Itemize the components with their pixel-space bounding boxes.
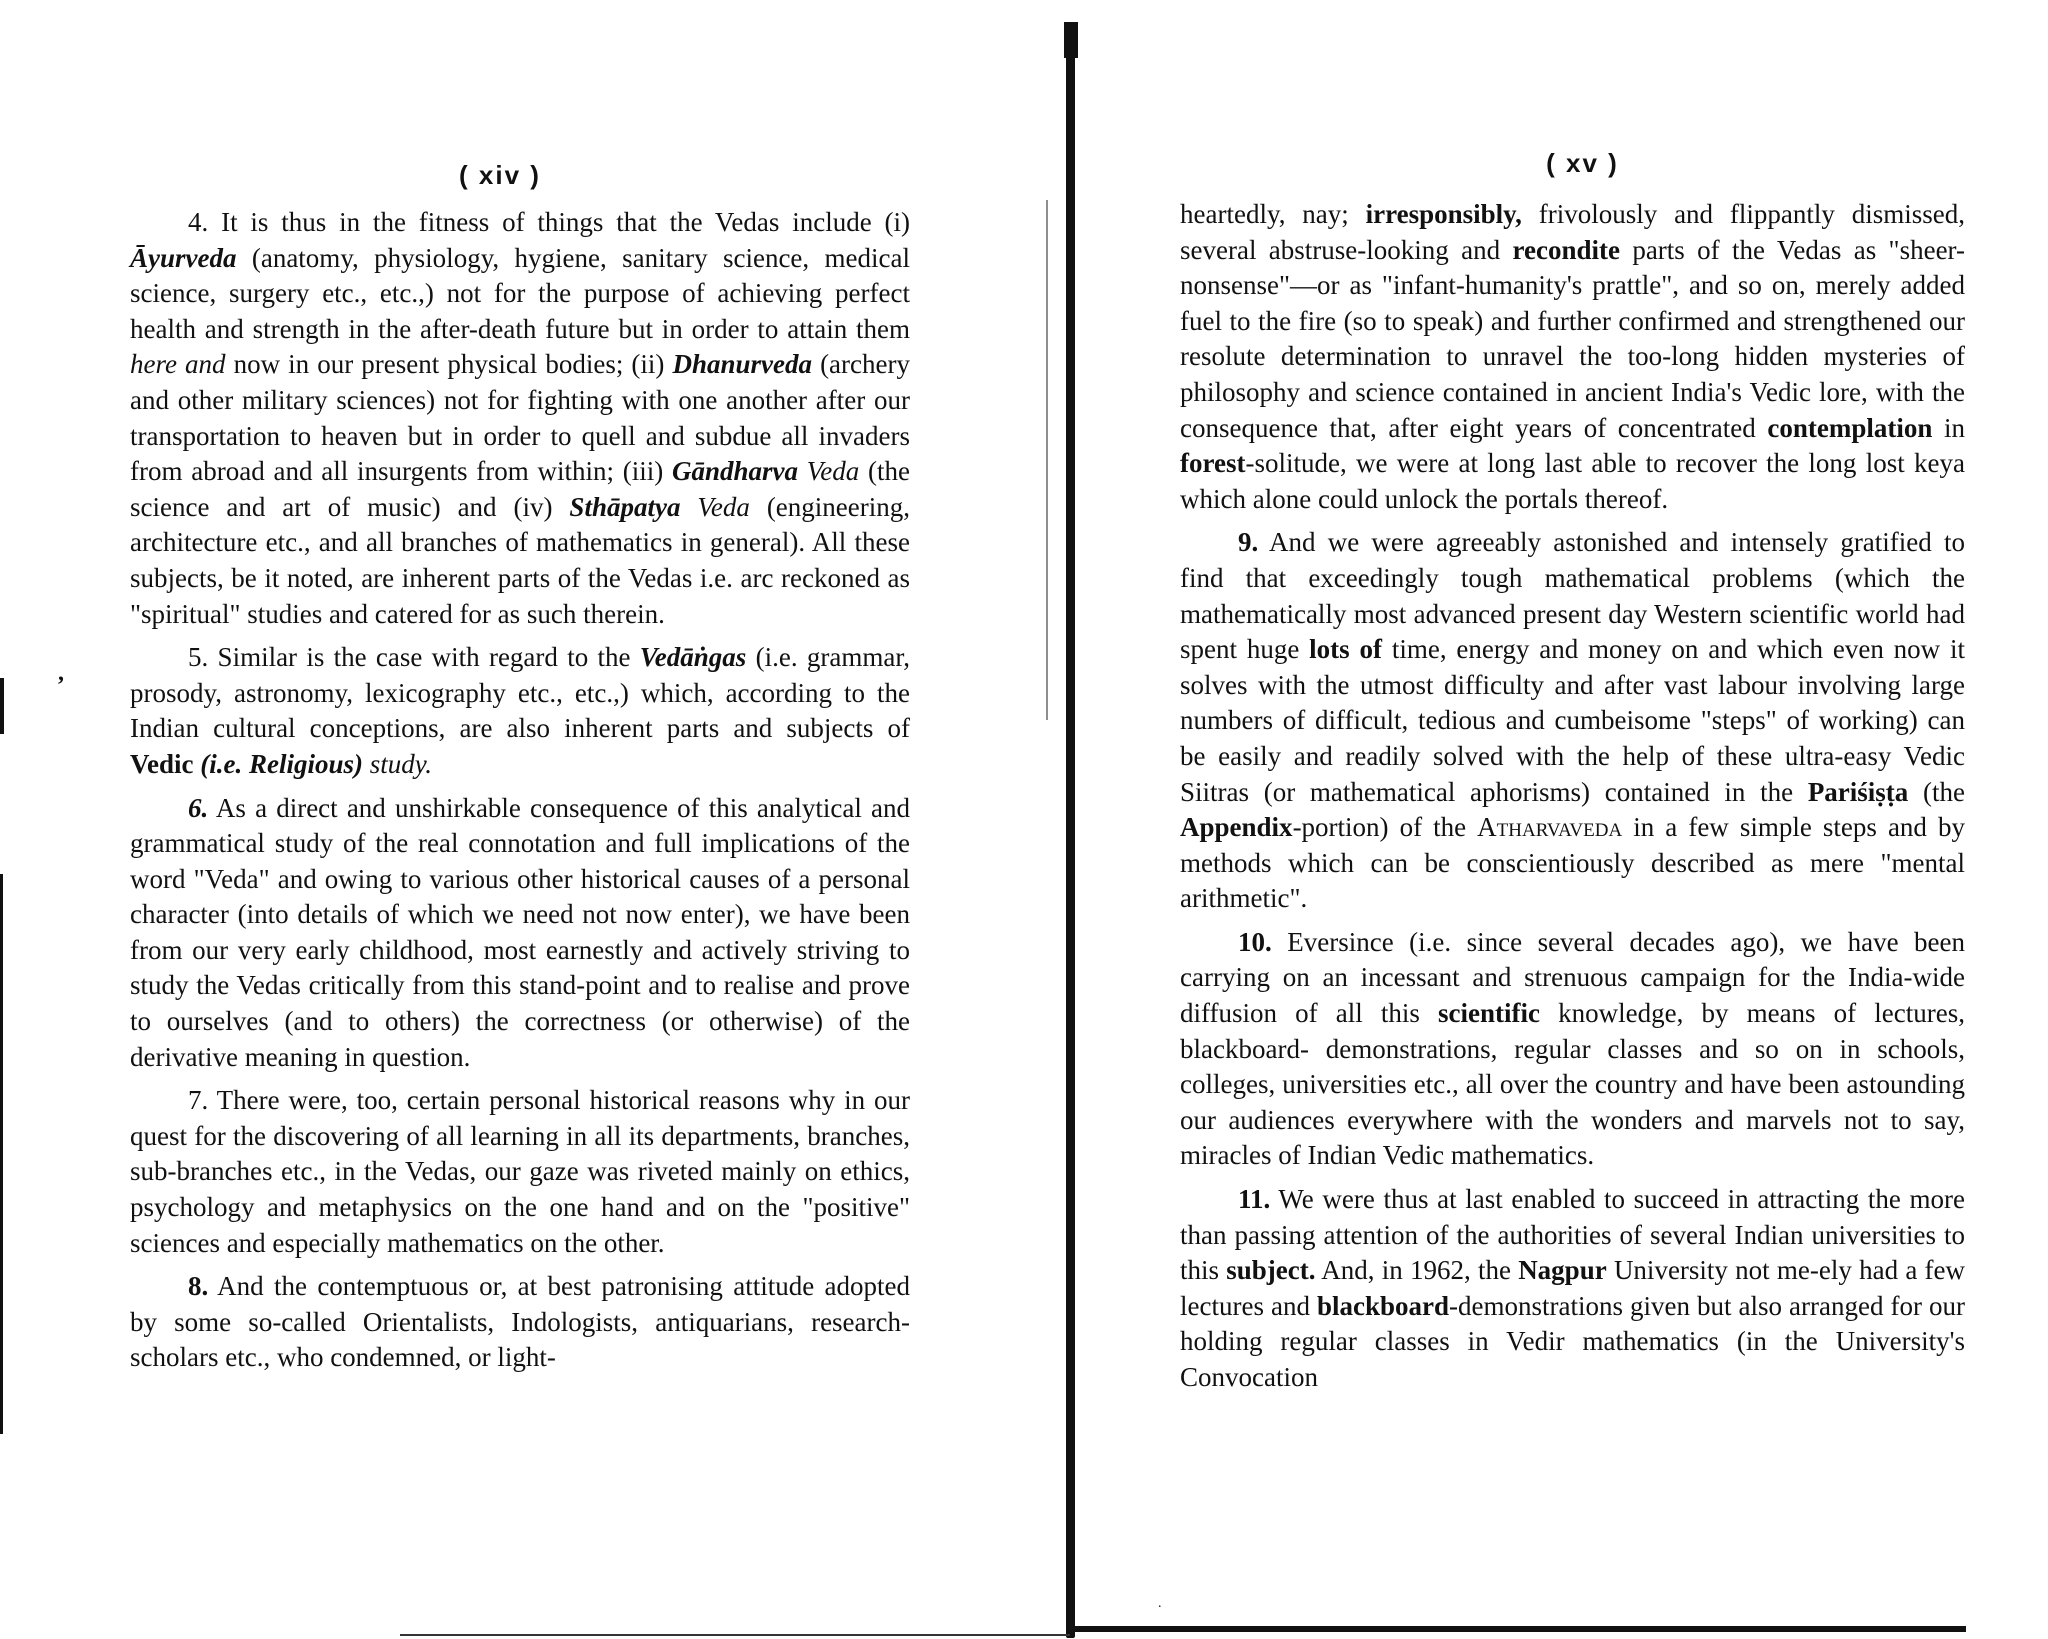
left-page-body [130,205,910,1376]
text-segment: Vedāṅgas [639,642,747,673]
right-page [1180,148,1965,1404]
scan-edge-mark [0,874,3,1434]
text-segment: here and [130,349,226,380]
text-segment: irresponsibly, [1365,199,1522,229]
paragraph [1180,1182,1965,1396]
paragraph [130,640,910,782]
paragraph-number: 11. [1238,1184,1271,1215]
bottom-rule-left [400,1634,1070,1636]
text-segment: frivolously and flippantly dismissed, several abstruse-looking and [1180,199,1965,265]
page-number: ( xv ) [1546,148,1619,178]
paragraph [130,1269,910,1376]
stray-comma-mark: , [58,660,64,686]
text-segment: And, in 1962, the [1315,1255,1519,1286]
text-segment: University not me-ely had a few lectures and [1180,1255,1966,1321]
paragraph-number: 4. [188,207,209,237]
left-page [130,160,910,1384]
page-number: ( xiv ) [459,160,541,190]
text-segment: Veda [806,456,860,487]
paragraph [1180,197,1965,517]
text-segment: subject. [1226,1255,1316,1286]
paragraph [130,205,910,632]
text-segment [363,749,370,779]
text-segment: parts of the Vedas as "sheer-nonsense"—or as "infant-humanity's prattle", and so on, merely added fuel to the fire (so to speak) and further confirmed and strengthened our resolute determination to unravel the too-long hidden mysteries of philosophy and science contained in ancient India's Vedic lore, with the consequence that, after eight years of concentrated [1180,234,1965,443]
text-segment: blackboard [1316,1290,1450,1321]
text-segment: in a few simple steps and by methods which can be conscientiously described as mere "mental arithmetic". [1180,812,1965,914]
text-segment: There were, too, certain personal historical reasons why in our quest for the discovering of all learning in all its departments, branches, sub-branches etc., in the Vedas, our gaze was riveted mainly on ethics, psychology and metaphysics on the one hand and on the "positive" sciences and especially mathematics on the other. [130,1085,911,1258]
paragraph-number: 5. [188,642,209,673]
text-segment: now in our present physical bodies; (ii) [225,349,673,380]
text-segment: time, energy and money on and which even now it solves with the utmost difficulty and after vast labour involving large numbers of difficult, tedious and cumbeisome "steps" of working) can be easily and readily solved with the help of these ultra-easy Vedic Siitras (or mathematical aphorisms) contained in the [1180,634,1965,807]
gutter-shadow [1046,200,1048,720]
text-segment: contemplation [1767,412,1933,443]
text-segment: lots of [1309,634,1382,665]
text-segment: (i.e. Religious) [200,748,364,779]
scan-edge-mark [0,678,4,734]
text-segment: (i.e. grammar, prosody, astronomy, lexicography etc., etc.,) which, according to the Indian cultural conceptions, are also inherent parts and subjects of [130,642,910,744]
binding-gutter [1066,28,1075,1638]
text-segment: Similar is the case with regard to the [217,642,640,673]
stray-dot-mark: . [1158,1596,1162,1611]
text-segment: recondite [1512,234,1620,265]
text-segment: scientific [1438,998,1540,1029]
text-segment: Nagpur [1518,1255,1607,1286]
text-segment [798,456,807,486]
paragraph-number: 8. [188,1271,209,1302]
text-segment: (anatomy, physiology, hygiene, sanitary science, medical science, surgery etc., etc.,) not for the purpose of achieving perfect health and strength in the after-death future but in order to attain them [130,242,910,344]
text-segment: Āyurveda [130,242,237,273]
text-segment: (the [1908,776,1965,807]
text-segment: (engineering, architecture etc., and all branches of mathematics in general). All these subjects, be it noted, are inherent parts of the Vedas i.e. arc reckoned as "spiritual" studies and catered for as such therein. [130,491,910,629]
text-segment: It is thus in the fitness of things that the Vedas include (i) [221,207,911,237]
text-segment [680,492,697,522]
text-segment: Sthāpatya [569,491,681,522]
paragraph-number: 10. [1238,926,1272,957]
text-segment: forest [1180,448,1246,479]
text-segment: Dhanurveda [672,349,812,380]
text-segment: Eversince (i.e. since several decades ago), we have been carrying on an incessant and strenuous campaign for the India-wide diffusion of all this [1180,926,1966,1029]
text-segment: -solitude, we were at long last able to recover the long lost keya which alone could unlock the portals thereof. [1180,448,1965,514]
text-segment: -portion) of the [1292,812,1478,843]
text-segment: heartedly, nay; [1180,199,1366,229]
text-segment: Veda [697,491,750,522]
text-segment: knowledge, by means of lectures, blackboard- demonstrations, regular classes and so on in schools, colleges, universities etc., all over the country and have been astounding our audiences everywhere with the wonders and marvels not to say, miracles of Indian Vedic mathematics. [1180,998,1966,1171]
text-segment: Vedic [130,748,194,779]
paragraph [130,1083,910,1261]
right-page-body [1180,197,1965,1396]
text-segment: And we were agreeably astonished and intensely gratified to find that exceedingly tough mathematical problems (which the mathematically most advanced present day Western scientific world had spent huge [1180,527,1965,665]
text-segment: (archery and other military sciences) not for fighting with one another after our transportation to heaven but in order to quell and subdue all invaders from abroad and all insurgents from within; (iii) [130,349,910,487]
paragraph-number: 7. [188,1085,209,1116]
text-segment: in [1932,412,1965,443]
paragraph [1180,525,1965,917]
text-segment: And the contemptuous or, at best patronising attitude adopted by some so-called Orientalists, Indologists, antiquarians, research-scholars etc., who condemned, or light- [130,1271,911,1373]
paragraph [1180,925,1965,1174]
text-segment: As a direct and unshirkable consequence of this analytical and grammatical study of the real connotation and full implications of the word "Veda" and owing to various other historical causes of a personal character (into details of which we need not now enter), we have been from our very early childhood, most earnestly and actively striving to study the Vedas critically from this stand-point and to realise and prove to ourselves (and to others) the correctness (or otherwise) of the derivative meaning in question. [130,792,911,1072]
text-segment: We were thus at last enabled to succeed in attracting the more than passing attention of the authorities of several Indian universities to this [1180,1184,1966,1286]
paragraph-number: 9. [1238,527,1259,558]
text-segment: -demonstrations given but also arranged for our holding regular classes in Vedir mathematics (in the University's Convocation [1180,1290,1966,1392]
text-segment: Gāndharva [671,456,798,487]
paragraph-number: 6. [188,792,209,823]
text-segment: Appendix [1180,812,1293,843]
paragraph [130,791,910,1076]
text-segment: (the science and art of music) and (iv) [130,456,910,522]
text-segment: Atharvaveda [1477,812,1623,843]
text-segment: study. [369,748,433,779]
bottom-rule-right [1066,1626,1966,1632]
text-segment: Pariśiṣṭa [1807,776,1909,807]
